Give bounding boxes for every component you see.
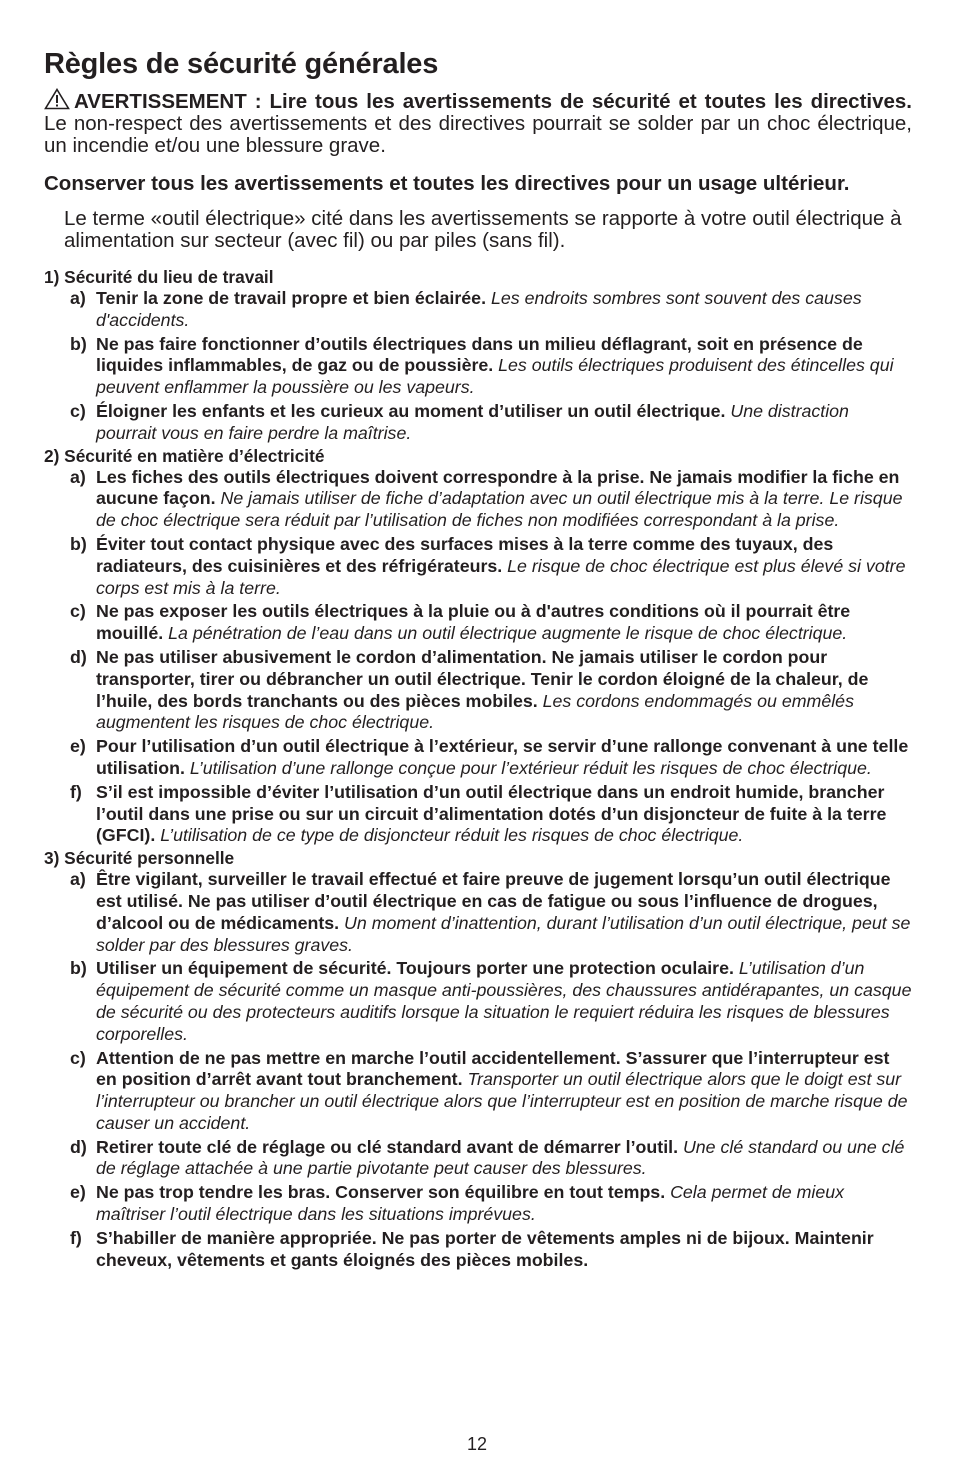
warning-paragraph [44, 88, 912, 157]
rule-explanation: Une distraction pourrait vous en faire perdre la maîtrise. [96, 400, 849, 443]
list-item [44, 1048, 912, 1135]
list-item [44, 958, 912, 1045]
page-title: Règles de sécurité générales [44, 48, 439, 80]
rule-explanation: L’utilisation d’une rallonge conçue pour l’extérieur réduit les risques de choc électrique. [184, 757, 872, 778]
rule-instruction: S’habiller de manière appropriée. Ne pas porter de vêtements amples ni de bijoux. Maintenir cheveux, vêtements et gants éloignés des pièces mobiles. [96, 1227, 874, 1270]
rule-instruction: Retirer toute clé de réglage ou clé standard avant de démarrer l’outil. [96, 1136, 679, 1157]
rule-explanation: Les cordons endommagés ou emmêlés augmentent les risques de choc électrique. [96, 690, 854, 733]
rule-explanation: Les endroits sombres sont souvent des causes d'accidents. [96, 288, 862, 330]
list-item [44, 1182, 912, 1226]
list-marker: c) [70, 601, 86, 622]
list-marker: e) [70, 736, 86, 757]
list-marker: d) [70, 1136, 87, 1157]
rule-explanation: Un moment d’inattention, durant l’utilisation d’un outil électrique, peut se solder par des blessures graves. [96, 912, 911, 955]
warning-text: Le non-respect des avertissements et des directives pourrait se solder par un choc électrique, un incendie et/ou une blessure grave. [44, 112, 912, 157]
rule-explanation: Une clé standard ou une clé de réglage attachée à une partie pivotante peut causer des blessures. [96, 1136, 905, 1179]
list-item [44, 1228, 912, 1272]
list-marker: a) [70, 869, 86, 890]
list-item [44, 401, 912, 445]
rule-explanation: Les outils électriques produisent des étincelles qui peuvent enflammer la poussière ou les vapeurs. [96, 355, 894, 398]
rule-instruction: Éviter tout contact physique avec des surfaces mises à la terre comme des tuyaux, des radiateurs, des cuisinières et des réfrigérateurs. [96, 533, 834, 576]
list-item [44, 782, 912, 847]
rule-instruction: Attention de ne pas mettre en marche l’outil accidentellement. S’assurer que l’interrupteur est en position d’arrêt avant tout branchement. [96, 1047, 890, 1090]
rule-instruction: Ne pas utiliser abusivement le cordon d’alimentation. Ne jamais utiliser le cordon pour transporter, tirer ou débrancher un outil électrique. Tenir le cordon éloigné de la chaleur, de l’huile, des bords tranchants ou des pièces mobiles. [96, 646, 869, 711]
rule-instruction: Utiliser un équipement de sécurité. Toujours porter une protection oculaire. [96, 958, 734, 979]
list-item [44, 288, 912, 332]
rule-instruction: Éloigner les enfants et les curieux au moment d’utiliser un outil électrique. [96, 400, 726, 421]
rule-instruction: Être vigilant, surveiller le travail effectué et faire preuve de jugement lorsqu’un outil électrique est utilisé. Ne pas utiliser d’outil électrique en cas de fatigue ou sous l’influence de drogues, d’alcool ou de médicaments. [96, 869, 891, 933]
list-item [44, 534, 912, 599]
list-item [44, 736, 912, 780]
list-marker: c) [70, 400, 86, 421]
list-marker: b) [70, 333, 87, 354]
rule-instruction: Pour l’utilisation d’un outil électrique à l’extérieur, se servir d’une rallonge convenant à une telle utilisation. [96, 736, 909, 778]
rule-explanation: Le risque de choc électrique est plus élevé si votre corps est mis à la terre. [96, 555, 906, 598]
list-marker: c) [70, 1047, 86, 1068]
list-marker: f) [70, 781, 82, 802]
list-marker: d) [70, 646, 87, 667]
rule-explanation: Transporter un outil électrique alors que le doigt est sur l’interrupteur ou brancher un outil électrique alors que l’interrupteur est en position de marche risque de causer un accident. [96, 1069, 908, 1133]
list-marker: a) [70, 466, 86, 487]
list-item [44, 869, 912, 956]
warning-bold-text: AVERTISSEMENT : Lire tous les avertissements de sécurité et toutes les directives. [74, 90, 912, 113]
safety-sections [44, 266, 912, 1271]
section-title: 1) Sécurité du lieu de travail [44, 267, 274, 287]
list-item [44, 467, 912, 532]
rule-explanation: La pénétration de l’eau dans un outil électrique augmente le risque de choc électrique. [163, 623, 848, 644]
page-number: 12 [466, 1434, 488, 1454]
keep-notice: Conserver tous les avertissements et toutes les directives pour un usage ultérieur. [44, 172, 850, 195]
rule-explanation: L’utilisation de ce type de disjoncteur réduit les risques de choc électrique. [155, 825, 744, 846]
list-item [44, 1137, 912, 1181]
list-marker: b) [70, 958, 87, 979]
warning-triangle-icon [44, 88, 70, 110]
term-notice: Le terme «outil électrique» cité dans les avertissements se rapporte à votre outil électrique à alimentation sur secteur (avec fil) ou par piles (sans fil). [64, 207, 902, 252]
rule-instruction: Ne pas faire fonctionner d’outils électriques dans un milieu déflagrant, soit en présence de liquides inflammables, de gaz ou de poussière. [96, 333, 863, 376]
section-title: 3) Sécurité personnelle [44, 848, 235, 869]
list-item [44, 601, 912, 645]
rule-instruction: Les fiches des outils électriques doivent correspondre à la prise. Ne jamais modifier la fiche en aucune façon. [96, 466, 900, 509]
rule-instruction: Tenir la zone de travail propre et bien éclairée. [96, 288, 487, 308]
rule-instruction: Ne pas exposer les outils électriques à la pluie ou à d'autres conditions où il pourrait être mouillé. [96, 601, 851, 644]
rule-instruction: S’il est impossible d’éviter l’utilisation d’un outil électrique dans un endroit humide, brancher l’outil dans une prise ou sur un circuit d’alimentation dotés d’un disjoncteur de fuite à la terre (GFCI). [96, 781, 887, 846]
rule-explanation: Cela permet de mieux maîtriser l’outil électrique dans les situations imprévues. [96, 1182, 845, 1225]
list-item [44, 334, 912, 399]
rule-explanation: Ne jamais utiliser de fiche d’adaptation avec un outil électrique mis à la terre. Le risque de choc électrique sera réduit par l’utilisation de fiches non modifiées correspondant à la prise. [96, 488, 903, 531]
rule-explanation: L’utilisation d’un équipement de sécurité comme un masque anti-poussières, des chaussures antidérapantes, un casque de sécurité ou des protecteurs auditifs lorsque la situation le requiert réduira les risques de blessures corporelles. [96, 958, 912, 1044]
list-marker: e) [70, 1182, 86, 1203]
section-title: 2) Sécurité en matière d’électricité [44, 445, 325, 466]
rule-instruction: Ne pas trop tendre les bras. Conserver son équilibre en tout temps. [96, 1182, 666, 1203]
list-item [44, 647, 912, 734]
document-page [44, 48, 912, 1271]
list-marker: b) [70, 533, 87, 554]
list-marker: a) [70, 288, 86, 308]
list-marker: f) [70, 1227, 82, 1248]
